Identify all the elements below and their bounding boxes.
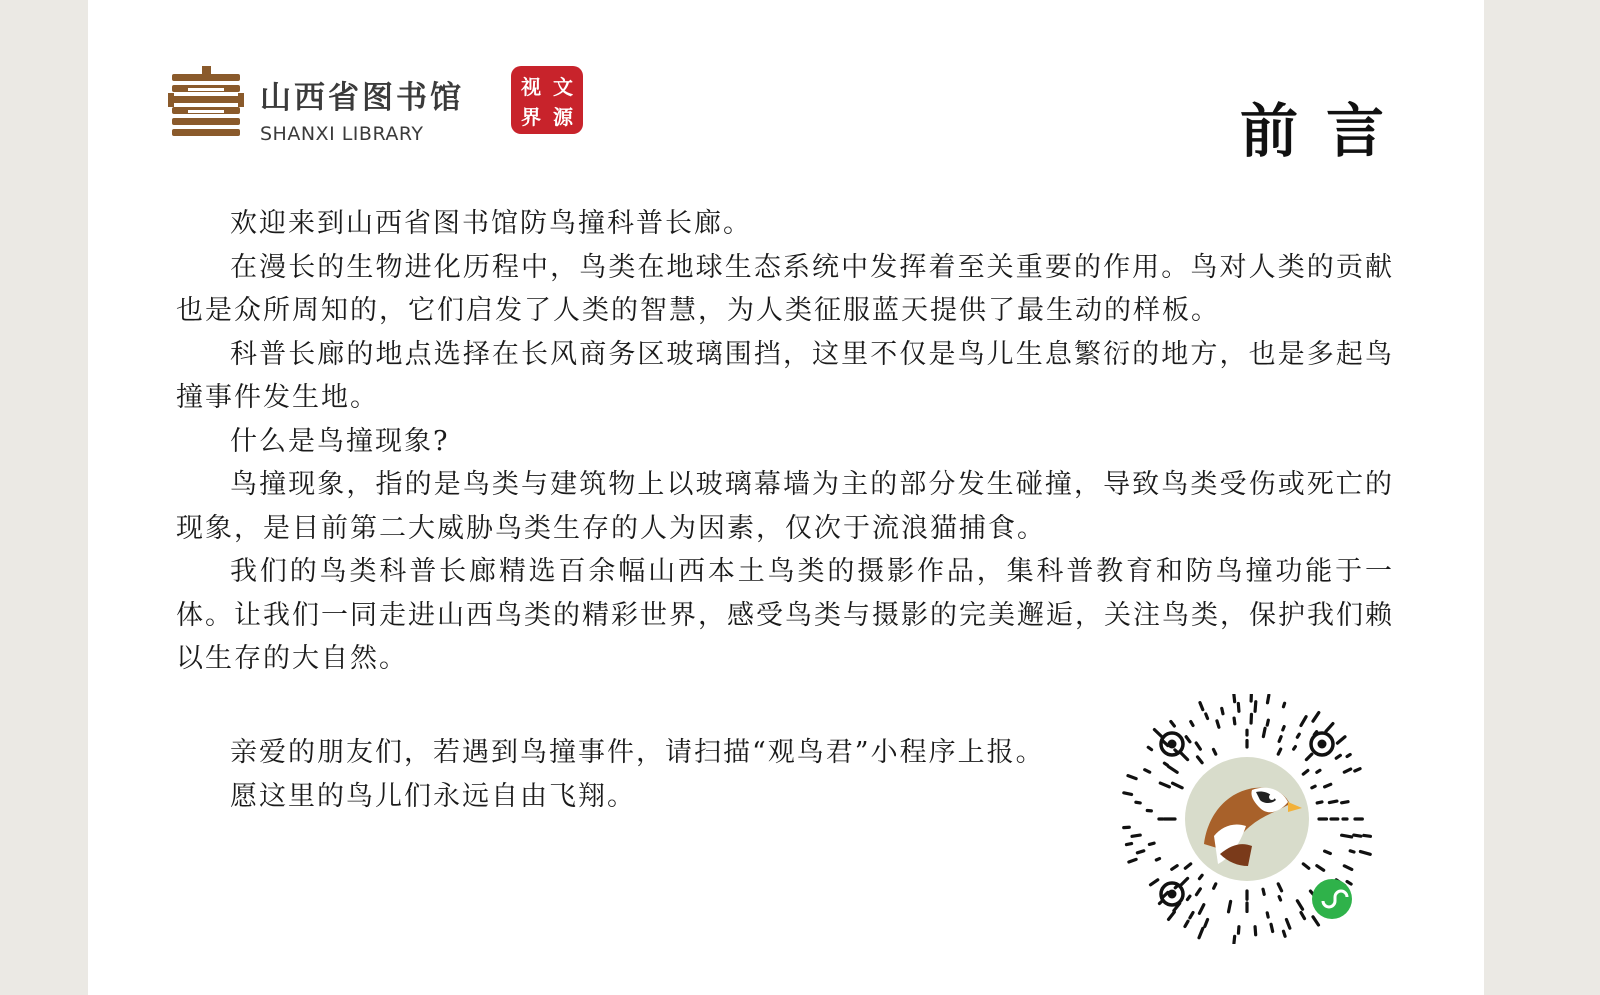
paragraph: 我们的鸟类科普长廊精选百余幅山西本土鸟类的摄影作品，集科普教育和防鸟撞功能于一体。让我们一同走进山西鸟类的精彩世界，感受鸟类与摄影的完美邂逅，关注鸟类，保护我们赖以生存的大自然。 [176,556,1394,674]
paragraph: 在漫长的生物进化历程中，鸟类在地球生态系统中发挥着至关重要的作用。鸟对人类的贡献也是众所周知的，它们启发了人类的智慧，为人类征服蓝天提供了最生动的样板。 [176,251,1394,326]
paragraph: 什么是鸟撞现象? [230,425,450,457]
seal-stamp [511,66,583,134]
closing-wish: 愿这里的鸟儿们永远自由飞翔。 [230,780,636,812]
closing-text [176,731,1104,818]
paragraph: 鸟撞现象，指的是鸟类与建筑物上以玻璃幕墙为主的部分发生碰撞，导致鸟类受伤或死亡的现象，是目前第二大威胁鸟类生存的人为因素，仅次于流浪猫捕食。 [176,469,1394,544]
library-logo-icon [168,66,244,138]
seal-character: 文 [553,74,573,99]
seal-character: 源 [553,104,573,129]
library-name-cn: 山西省图书馆 [260,80,464,116]
mini-program-code-icon[interactable] [1122,694,1372,944]
seal-character: 界 [521,104,541,129]
mini-program-link-icon [1312,879,1352,919]
page-title: 前言 [1240,97,1413,165]
paragraph: 欢迎来到山西省图书馆防鸟撞科普长廊。 [230,208,752,239]
report-instruction: 亲爱的朋友们，若遇到鸟撞事件，请扫描“观鸟君”小程序上报。 [230,737,1045,768]
poster-page [88,0,1484,995]
paragraph: 科普长廊的地点选择在长风商务区玻璃围挡，这里不仅是鸟儿生息繁衍的地方，也是多起鸟撞事件发生地。 [176,338,1394,413]
library-wordmark [260,72,464,145]
library-name-en: SHANXI LIBRARY [260,123,424,145]
preface-body [176,202,1394,681]
seal-character: 视 [521,74,541,99]
